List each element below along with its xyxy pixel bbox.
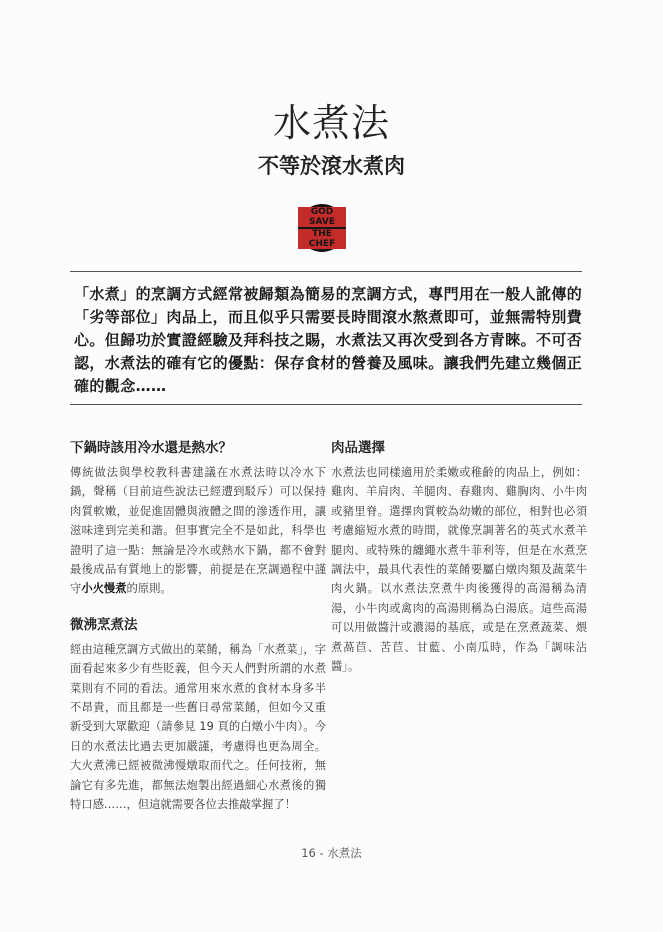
logo-line-1: GOD SAVE xyxy=(298,207,346,227)
section-heading-cold-hot: 下鍋時該用冷水還是熱水？ xyxy=(70,440,232,456)
section-heading-simmer: 微沸烹煮法 xyxy=(70,616,138,633)
right-column xyxy=(331,438,587,676)
page-footer: 16 - 水煮法 xyxy=(301,846,362,860)
left-column xyxy=(70,438,326,815)
section-body-simmer: 經由這種烹調方式做出的菜餚，稱為「水煮菜」，字面看起來多少有些貶義，但今天人們對所謂的水煮菜則有不同的看法。通常用來水煮的食材本身多半不昂貴，而且都是一些舊日尋常菜餚，但如今又重新受到大眾歡迎（請參見 19 頁的白燉小牛肉）。今日的水煮法比過去更加嚴謹，考慮得也更為周全。大火煮沸已經被微沸慢燉取而代之。任何技術，無論它有多先進，都無法炮製出經過細心水煮後的獨特口感……，但這就需要各位去推敲掌握了！ xyxy=(70,642,326,812)
page-title: 水煮法 xyxy=(272,101,390,145)
section-body-meat: 水煮法也同樣適用於柔嫩或稚齡的肉品上，例如：雞肉、羊肩肉、羊腿肉、春雞肉、雞胸肉、小牛肉或豬里脊。選擇肉質較為幼嫩的部位，相對也必須考慮縮短水煮的時間，就像烹調著名的英式水煮羊腿肉、或特殊的纏繩水煮牛菲利等，但是在水煮烹調法中，最具代表性的菜餚要屬白燉肉類及蔬菜牛肉火鍋。以水煮法烹煮牛肉後獲得的高湯稱為清湯，小牛肉或禽肉的高湯則稱為白湯底。這些高湯可以用做醬汁或濃湯的基底，或是在烹煮蔬菜、煨煮萵苣、苦苣、甘藍、小南瓜時，作為「調味沾醬」。 xyxy=(331,466,587,674)
body-text-end: 的原則。 xyxy=(126,582,172,596)
page-subtitle: 不等於滾水煮肉 xyxy=(258,154,405,178)
god-save-the-chef-logo xyxy=(298,204,346,252)
bottom-divider xyxy=(70,404,582,405)
section-heading-meat: 肉品選擇 xyxy=(331,440,385,456)
intro-paragraph: 「水煮」的烹調方式經常被歸類為簡易的烹調方式，專門用在一般人訛傳的「劣等部位」肉品上，而且似乎只需要長時間滾水熬煮即可，並無需特別費心。但歸功於實證經驗及拜科技之賜，水煮法又再次受到各方青睞。不可否認，水煮法的確有它的優點：保存食材的營養及風味。讓我們先建立幾個正確的觀念…… xyxy=(74,285,583,395)
section-body-cold-hot xyxy=(70,463,326,599)
logo-line-2: THE CHEF xyxy=(298,229,346,249)
emphasis-text: 小火慢煮 xyxy=(81,582,127,596)
top-divider xyxy=(70,271,582,272)
body-text: 傳統做法與學校教科書建議在水煮法時以冷水下鍋，聲稱（目前這些說法已經遭到駁斥）可以保持肉質軟嫩，並促進固體與液體之間的滲透作用，讓滋味達到完美和諧。但事實完全不是如此，科學也證明了這一點：無論是冷水或熱水下鍋，都不會對最後成品有質地上的影響，前提是在烹調過程中謹守 xyxy=(70,466,326,596)
